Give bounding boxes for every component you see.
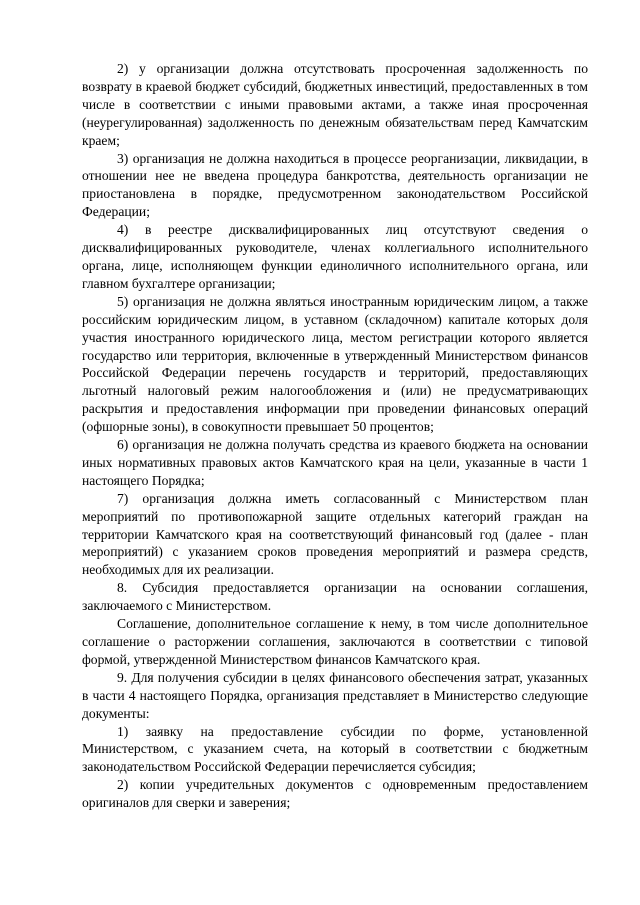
- paragraph-doc-2-founding-documents: 2) копии учредительных документов с одновременным предоставлением оригиналов для сверки и заверения;: [82, 777, 588, 811]
- paragraph-agreement-form: Соглашение, дополнительное соглашение к нему, в том числе дополнительное соглашение о расторжении соглашения, заключаются в соответствии с типовой формой, утвержденной Министерством финансов Камчатского края.: [82, 616, 588, 667]
- paragraph-item-3-reorganization: 3) организация не должна находиться в процессе реорганизации, ликвидации, в отношении нее не введена процедура банкротства, деятельность организации не приостановлена в порядке, предусмотренном законодательством Российской Федерации;: [82, 150, 588, 220]
- paragraph-doc-1-application: 1) заявку на предоставление субсидии по форме, установленной Министерством, с указанием счета, на который в соответствии с бюджетным законодательством Российской Федерации перечисляется субсидия;: [82, 723, 588, 775]
- paragraph-section-8-subsidy-agreement: 8. Субсидия предоставляется организации на основании соглашения, заключаемого с Министерством.: [82, 580, 588, 614]
- paragraph-item-4-disqualified-registry: 4) в реестре дисквалифицированных лиц отсутствуют сведения о дисквалифицированных руководителе, членах коллегиального исполнительного органа, лице, исполняющем функции единоличного исполнительного органа, или главном бухгалтере организации;: [82, 222, 588, 291]
- paragraph-item-7-fire-protection-plan: 7) организация должна иметь согласованный с Министерством план мероприятий по противопожарной защите отдельных категорий граждан на территории Камчатского края на соответствующий финансовый год (далее - план мероприятий) с указанием сроков проведения мероприятий и размера средств, необходимых для их реализации.: [82, 490, 588, 578]
- paragraph-item-6-other-funding: 6) организация не должна получать средства из краевого бюджета на основании иных нормативных правовых актов Камчатского края на цели, указанные в части 1 настоящего Порядка;: [82, 437, 588, 488]
- document-body: [82, 60, 588, 812]
- paragraph-item-5-foreign-entity: 5) организация не должна являться иностранным юридическим лицом, а также российским юридическим лицом, в уставном (складочном) капитале которых доля участия иностранного юридического лица, местом регистрации которого является государство или территория, включенные в утвержденный Министерством финансов Российской Федерации перечень государств и территорий, предоставляющих льготный налоговый режим налогообложения и (или) не предусматривающих раскрытия и предоставления информации при проведении финансовых операций (офшорные зоны), в совокупности превышает 50 процентов;: [82, 293, 588, 435]
- paragraph-item-2-arrears: 2) у организации должна отсутствовать просроченная задолженность по возврату в краевой бюджет субсидий, бюджетных инвестиций, предоставленных в том числе в соответствии с иными правовыми актами, а также иная просроченная (неурегулированная) задолженность по денежным обязательствам перед Камчатским краем;: [82, 61, 588, 148]
- paragraph-section-9-documents: 9. Для получения субсидии в целях финансового обеспечения затрат, указанных в части 4 настоящего Порядка, организация представляет в Министерство следующие документы:: [82, 669, 588, 721]
